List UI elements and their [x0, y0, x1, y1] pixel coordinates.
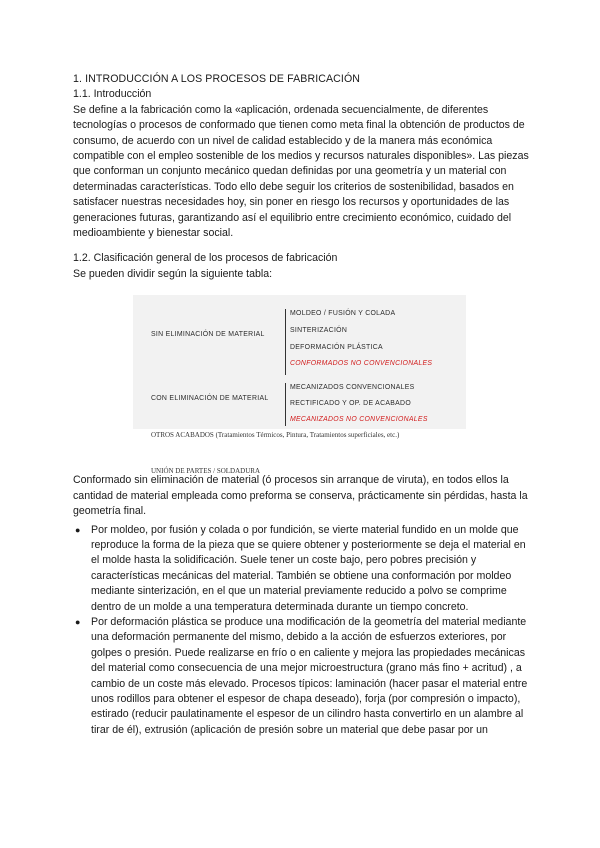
subsection-heading: 1.1. Introducción — [73, 88, 152, 101]
section-heading: 1. INTRODUCCIÓN A LOS PROCESOS DE FABRICACIÓN — [73, 73, 361, 85]
classification-intro: Se pueden dividir según la siguiente tabla: — [73, 267, 273, 280]
classification-table-figure — [133, 295, 466, 429]
category-without-removal: SIN ELIMINACIÓN DE MATERIAL — [151, 331, 265, 339]
list-item-text: Por deformación plástica se produce una modificación de la geometría del material mediante una deformación permanente del mismo, debido a la acción de esfuerzos exteriores, por golpes o presión. Puede realizarse en frío o en caliente y mejora las propiedades mecánicas del material como consecuencia de una mejor microestructura (grano más fino + acritud) , a cambio de un coste más elevado. Procesos típicos: laminación (hacer pasar el material entre unos rodillos para obtener el espesor de chapa deseado), forja (por compresión o impacto), estirado (reducir paulatinamente el espesor de un cilindro hasta convertirlo en un alambre al tirar de él), extrusión (aplicación de presión sobre un material que debe pasar por un — [91, 615, 528, 736]
intro-paragraph: Se define a la fabricación como la «aplicación, ordenada secuencialmente, de diferentes tecnologías o procesos de conformado que tienen como meta final la obtención de productos de consumo, de acuerdo con un nivel de calidad establecido y de la manera más económica compatible con el empleo sostenible de los medios y recursos naturales disponibles». Las piezas que conforman un conjunto mecánico quedan definidas por una geometría y un material con determinadas características. Todo ello debe seguir los criterios de sostenibilidad, basados en satisfacer nuestras necesidades hoy, sin poner en riesgo los recursos y oportunidades de las generaciones futuras, garantizando así el equilibrio entre crecimiento económico, cuidado del medioambiente y bienestar social. — [73, 103, 529, 240]
category-with-removal: CON ELIMINACIÓN DE MATERIAL — [151, 395, 269, 403]
table-item: RECTIFICADO Y OP. DE ACABADO — [290, 400, 411, 408]
document-page — [73, 72, 533, 738]
list-item — [75, 615, 533, 738]
table-item-highlight: MECANIZADOS NO CONVENCIONALES — [290, 416, 428, 424]
list-item — [75, 523, 533, 615]
table-item: DEFORMACIÓN PLÁSTICA — [290, 344, 383, 352]
table-item-highlight: CONFORMADOS NO CONVENCIONALES — [290, 360, 433, 368]
bullet-icon: ● — [75, 524, 81, 535]
group1-divider — [285, 309, 286, 375]
conformado-paragraph: Conformado sin eliminación de material (ó procesos sin arranque de viruta), en todos ellos la cantidad de material empleada como preforma se conserva, prácticamente sin pérdidas, hasta la geometría final. — [73, 474, 528, 518]
table-other-finishes: OTROS ACABADOS (Tratamientos Térmicos, Pintura, Tratamientos superficiales, etc.) — [151, 431, 400, 440]
table-joining: UNIÓN DE PARTES / SOLDADURA — [151, 467, 260, 475]
table-item: MOLDEO / FUSIÓN Y COLADA — [290, 310, 396, 318]
bullet-icon: ● — [75, 616, 81, 627]
process-list — [73, 523, 533, 739]
table-item: MECANIZADOS CONVENCIONALES — [290, 384, 415, 392]
classification-heading: 1.2. Clasificación general de los procesos de fabricación — [73, 252, 338, 265]
list-item-text: Por moldeo, por fusión y colada o por fundición, se vierte material fundido en un molde que reproduce la forma de la pieza que se quiere obtener y posteriormente se deja el material en el molde hasta la solidificación. Suele tener un coste bajo, pero pobres precisión y características mecánicas del material. También se obtiene una conformación por moldeo mediante sinterización, en el que un material previamente reducido a polvo se comprime dentro de un molde a una temperatura determinada durante un tiempo concreto. — [91, 523, 526, 613]
table-item: SINTERIZACIÓN — [290, 327, 348, 335]
group2-divider — [285, 383, 286, 426]
